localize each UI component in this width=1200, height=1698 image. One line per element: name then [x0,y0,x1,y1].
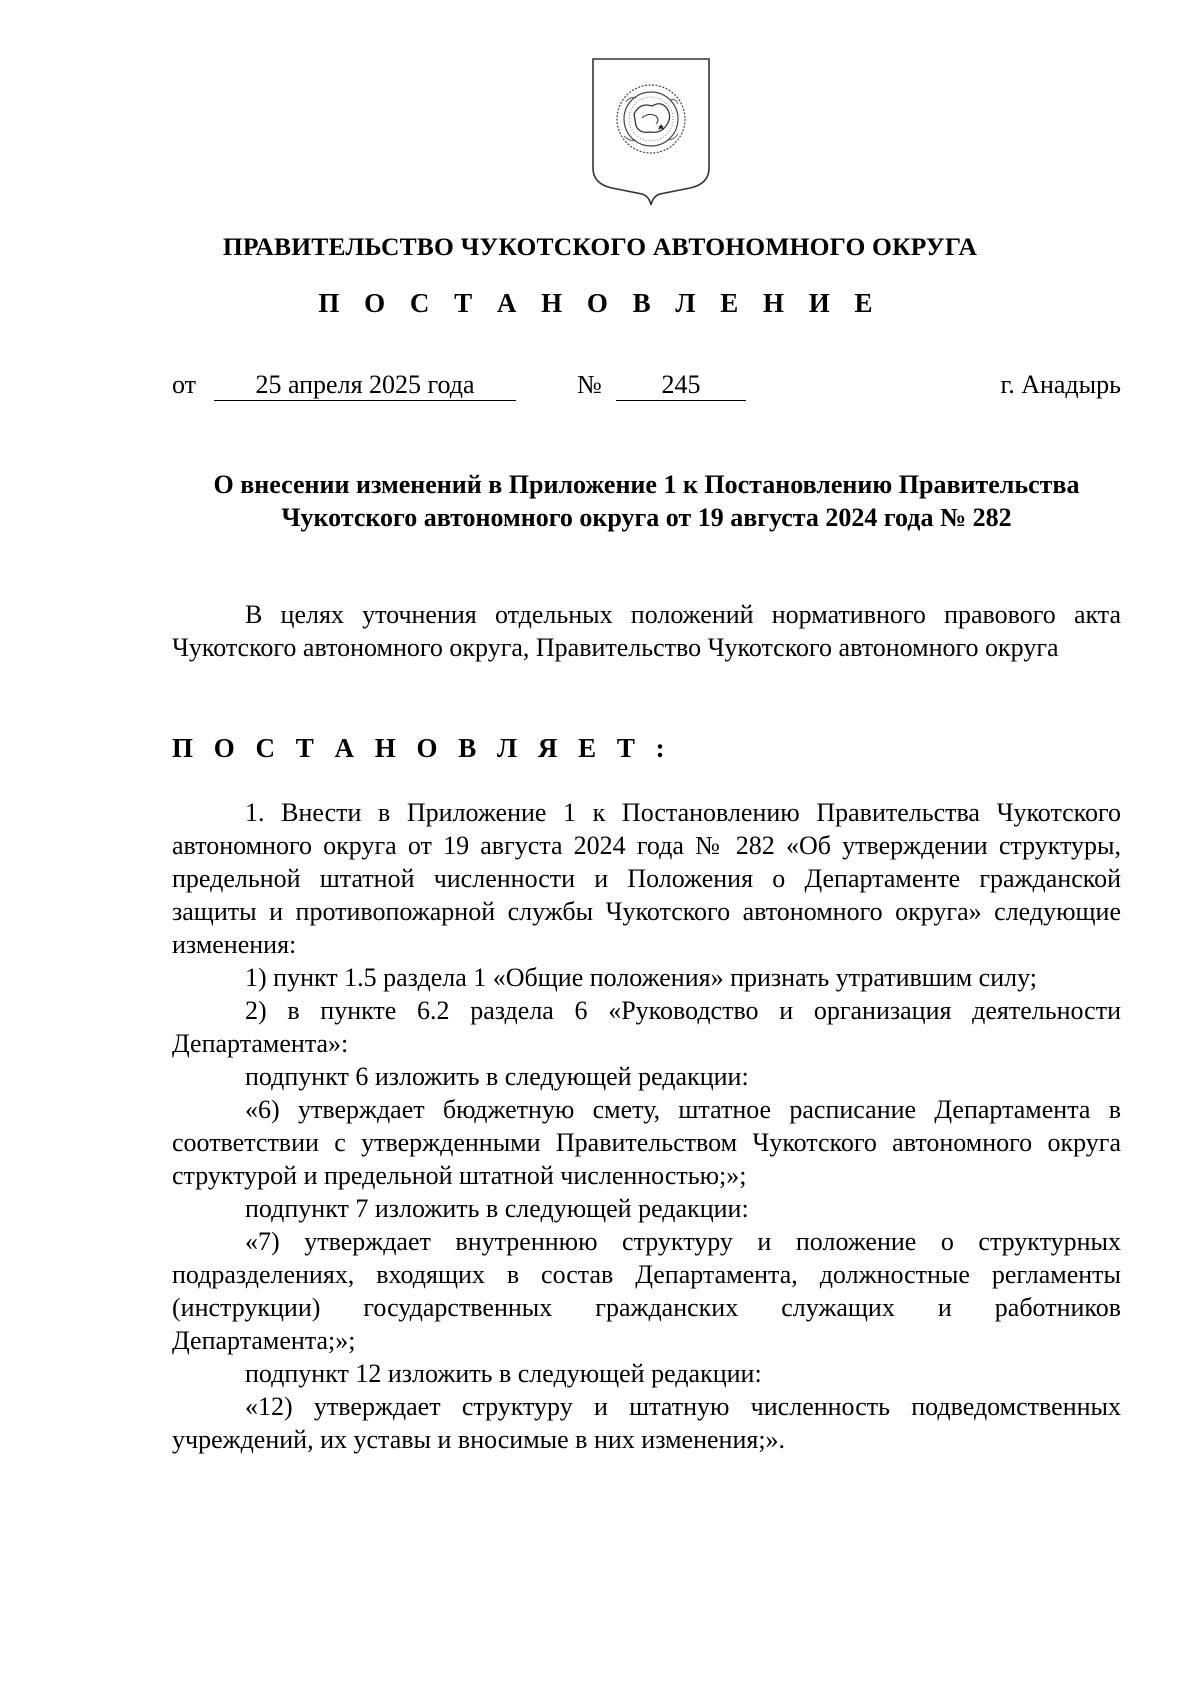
subitem-7-intro: подпункт 7 изложить в следующей редакции: [245,1194,749,1223]
subject-line-2: Чукотского автономного округа от 19 августа 2024 года № 282 [281,503,1012,532]
date-prefix-label: от [172,370,197,399]
decree-body [172,796,1121,1456]
chukotka-coat-of-arms-icon [590,56,712,208]
document-city: г. Анадырь [1000,370,1121,399]
preamble [172,598,1121,664]
subitem-6-text: «6) утверждает бюджетную смету, штатное расписание Департамента в соответствии с утвержденными Правительством Чукотского автономного округа структурой и предельной штатной численностью;»; [172,1095,1121,1190]
number-label: № [577,370,602,399]
subject-line-1: О внесении изменений в Приложение 1 к Постановлению Правительства [213,470,1080,499]
subitem-12-text: «12) утверждает структуру и штатную численность подведомственных учреждений, их уставы и вносимые в них изменения;». [172,1392,1121,1454]
paragraph-1: 1. Внести в Приложение 1 к Постановлению Правительства Чукотского автономного округа от 19 августа 2024 года № 282 «Об утверждении структуры, предельной штатной численности и Положения о Департаменте гражданской защиты и противопожарной службы Чукотского автономного округа» следующие изменения: [172,798,1121,959]
subitem-7-text: «7) утверждает внутреннюю структуру и положение о структурных подразделениях, входящих в состав Департамента, должностные регламенты (инструкции) государственных гражданских служащих и работников Департамента;»; [172,1227,1121,1355]
document-type: П О С Т А Н О В Л Е Н И Е [318,288,882,318]
paragraph-item-2: 2) в пункте 6.2 раздела 6 «Руководство и организация деятельности Департамента»: [172,996,1121,1058]
document-date: 25 апреля 2025 года [214,370,516,401]
paragraph-item-1: 1) пункт 1.5 раздела 1 «Общие положения» признать утратившим силу; [245,963,1037,992]
decree-heading: П О С Т А Н О В Л Я Е Т : [172,733,672,763]
document-subject [172,468,1121,534]
preamble-text: В целях уточнения отдельных положений нормативного правового акта Чукотского автономного округа, Правительство Чукотского автономного округа [172,600,1121,662]
subitem-6-intro: подпункт 6 изложить в следующей редакции: [245,1062,749,1091]
subitem-12-intro: подпункт 12 изложить в следующей редакции: [245,1359,762,1388]
document-number: 245 [616,370,746,401]
organization-title: ПРАВИТЕЛЬСТВО ЧУКОТСКОГО АВТОНОМНОГО ОКРУГА [222,232,978,261]
